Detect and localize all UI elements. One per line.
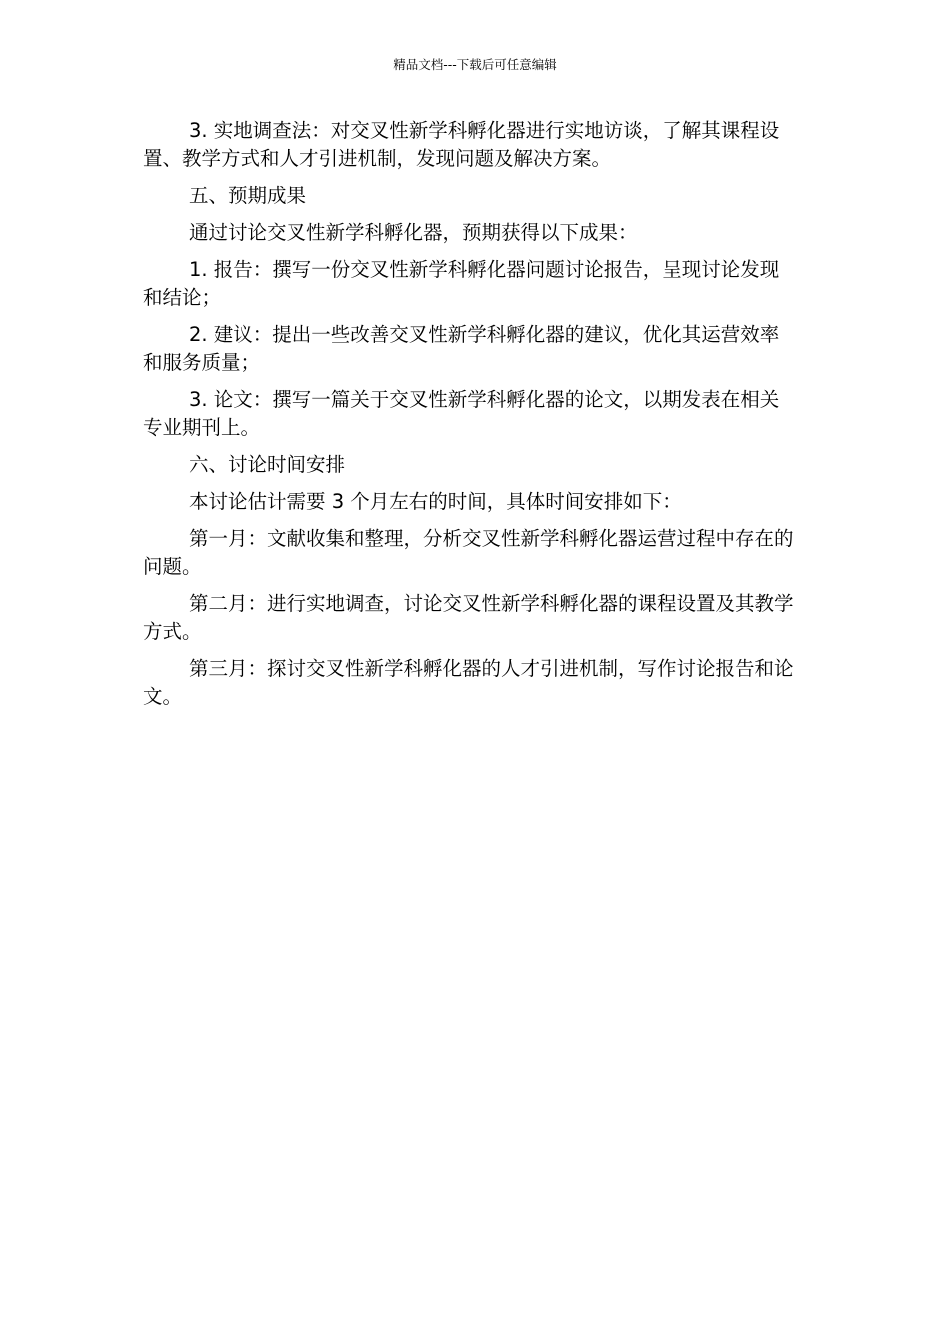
list-item-paper: 3. 论文：撰写一篇关于交叉性新学科孵化器的论文，以期发表在相关专业期刊上。	[143, 388, 780, 439]
list-item-report: 1. 报告：撰写一份交叉性新学科孵化器问题讨论报告，呈现讨论发现和结论；	[143, 258, 780, 309]
page-header: 精品文档---下载后可任意编辑	[393, 57, 557, 72]
schedule-item-month-3: 第三月：探讨交叉性新学科孵化器的人才引进机制，写作讨论报告和论文。	[143, 657, 794, 708]
paragraph-field-survey-method: 3. 实地调查法：对交叉性新学科孵化器进行实地访谈，了解其课程设置、教学方式和人才引进机制，发现问题及解决方案。	[143, 119, 780, 170]
section-heading-expected-results: 五、预期成果	[189, 184, 307, 207]
document-body	[143, 117, 798, 720]
schedule-item-month-1: 第一月：文献收集和整理，分析交叉性新学科孵化器运营过程中存在的问题。	[143, 527, 794, 578]
paragraph-results-intro: 通过讨论交叉性新学科孵化器，预期获得以下成果：	[189, 221, 638, 244]
list-item-suggestions: 2. 建议：提出一些改善交叉性新学科孵化器的建议，优化其运营效率和服务质量；	[143, 323, 780, 374]
section-heading-schedule: 六、讨论时间安排	[189, 453, 346, 476]
schedule-item-month-2: 第二月：进行实地调查，讨论交叉性新学科孵化器的课程设置及其教学方式。	[143, 592, 794, 643]
paragraph-schedule-intro: 本讨论估计需要 3 个月左右的时间，具体时间安排如下：	[189, 490, 682, 513]
